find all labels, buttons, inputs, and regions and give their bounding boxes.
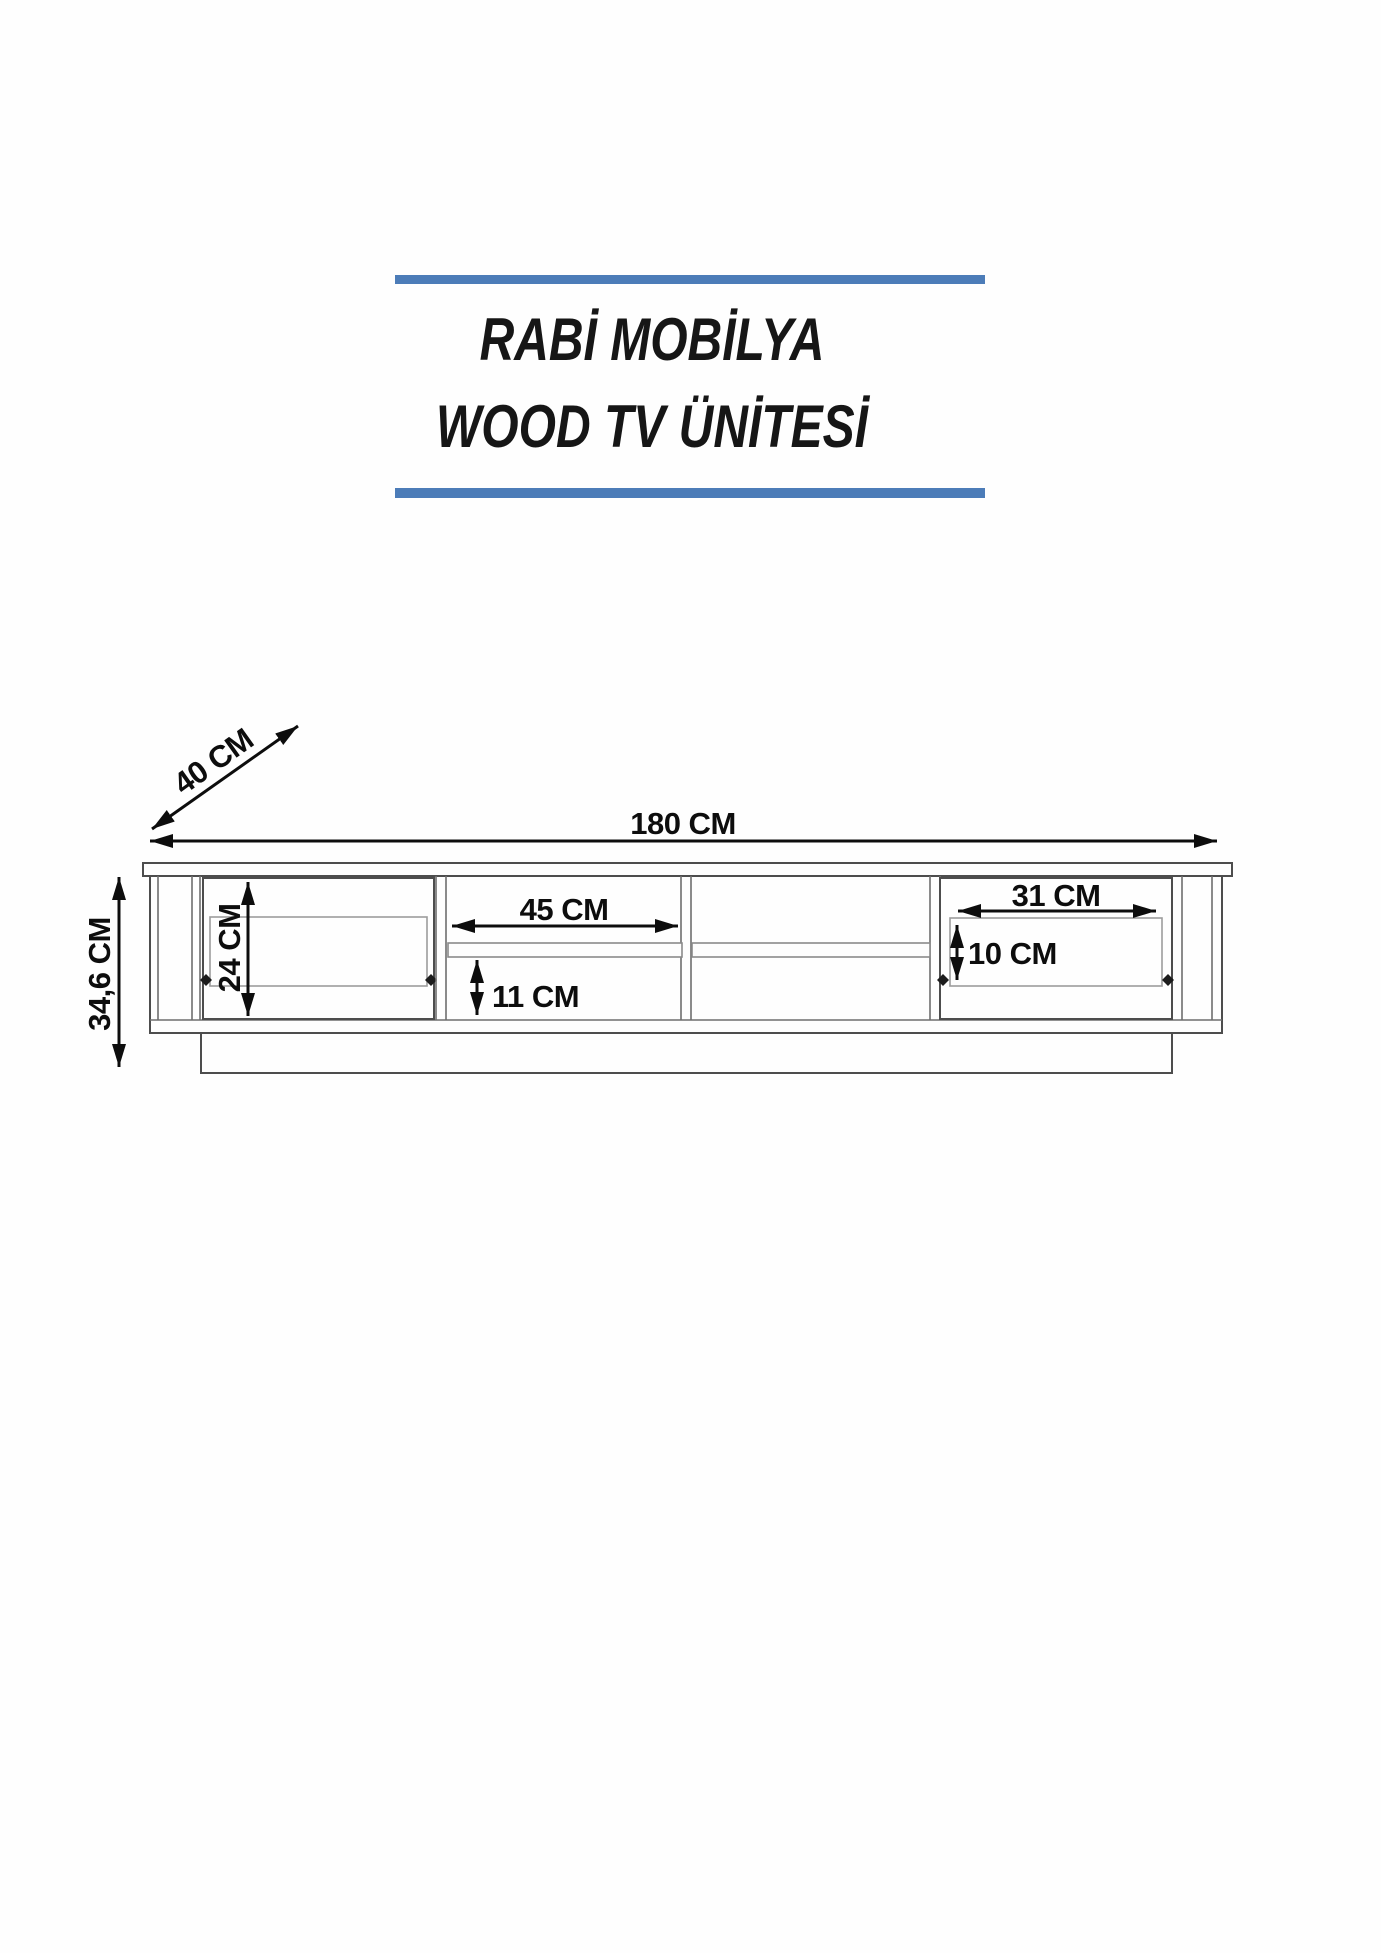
- shelf-width-dimension-label: 45 CM: [519, 892, 609, 927]
- door-height-dimension-label: 24 CM: [212, 903, 247, 993]
- shelf-height-dimension-label: 11 CM: [492, 979, 580, 1014]
- plinth-base: [201, 1033, 1172, 1073]
- page-title-line1: RABİ MOBİLYA: [479, 306, 825, 373]
- height-dimension-label: 34,6 CM: [82, 917, 117, 1031]
- width-dimension-label: 180 CM: [630, 806, 736, 841]
- depth-dimension-label: 40 CM: [166, 721, 260, 802]
- right-panel-height-dimension-label: 10 CM: [968, 936, 1057, 971]
- page-title-line2: WOOD TV ÜNİTESİ: [436, 393, 868, 460]
- right-panel-width-dimension-label: 31 CM: [1011, 878, 1101, 913]
- shelf-compartment-1: [448, 943, 682, 957]
- top-board: [143, 863, 1232, 876]
- shelf-compartment-2: [692, 943, 930, 957]
